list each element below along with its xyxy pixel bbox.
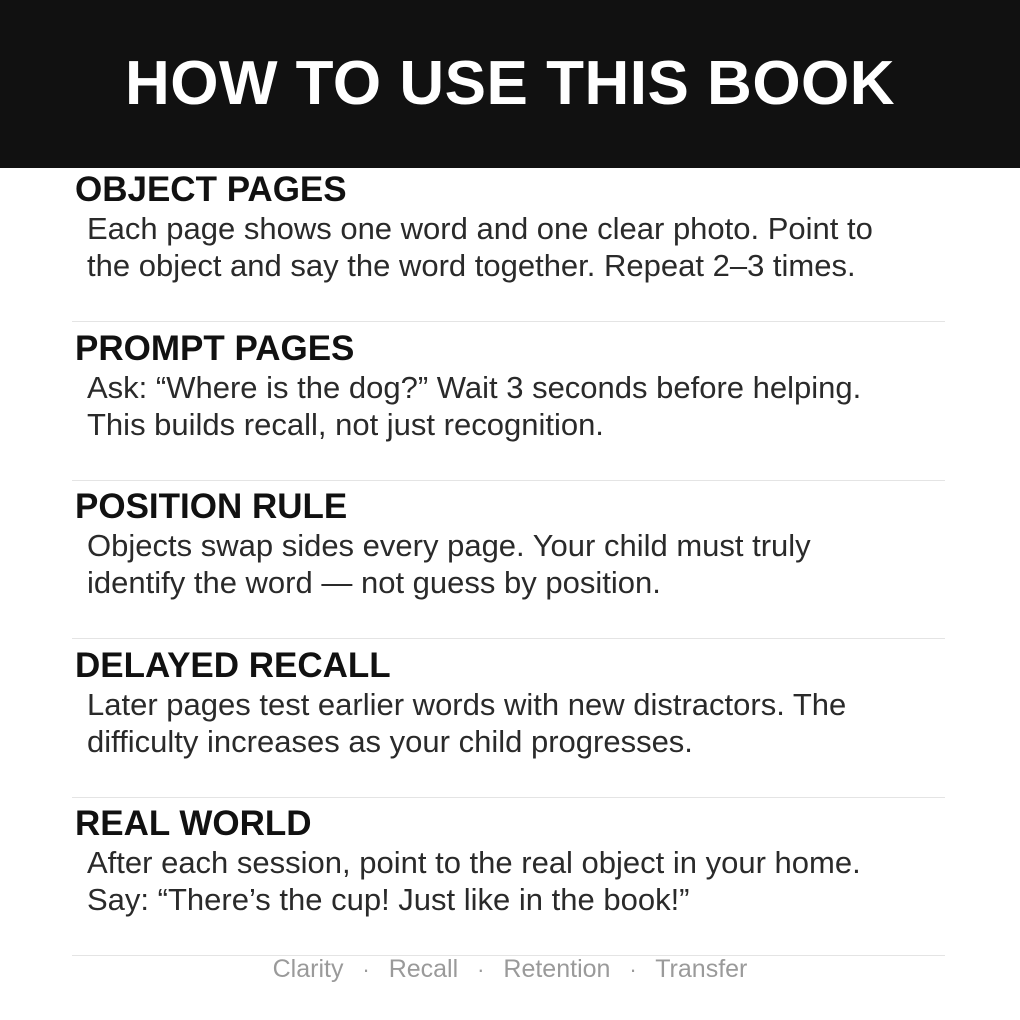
section-text-line: identify the word — not guess by position. bbox=[87, 565, 661, 600]
section-heading: PROMPT PAGES bbox=[75, 329, 355, 368]
title-banner bbox=[0, 0, 1020, 168]
section-divider bbox=[72, 797, 945, 798]
section-text bbox=[87, 527, 945, 601]
section-position-rule bbox=[75, 489, 945, 601]
section-heading: REAL WORLD bbox=[75, 804, 312, 843]
section-heading: OBJECT PAGES bbox=[75, 170, 347, 209]
footer-separator: · bbox=[362, 957, 370, 982]
footer-item: Clarity bbox=[272, 955, 344, 983]
section-text-line: difficulty increases as your child progresses. bbox=[87, 724, 693, 759]
section-heading: DELAYED RECALL bbox=[75, 646, 391, 685]
section-text-line: Later pages test earlier words with new distractors. The bbox=[87, 687, 847, 722]
section-text-line: After each session, point to the real object in your home. bbox=[87, 845, 861, 880]
footer-item: Transfer bbox=[655, 955, 748, 983]
section-heading: POSITION RULE bbox=[75, 487, 348, 526]
page-title: HOW TO USE THIS BOOK bbox=[124, 49, 896, 118]
section-text bbox=[87, 369, 945, 443]
section-text bbox=[87, 686, 945, 760]
footer-separator: · bbox=[477, 957, 485, 982]
section-divider bbox=[72, 638, 945, 639]
section-divider bbox=[72, 321, 945, 322]
footer-tagline bbox=[0, 955, 1020, 984]
section-text-line: This builds recall, not just recognition. bbox=[87, 407, 604, 442]
footer-separator: · bbox=[629, 957, 637, 982]
section-text bbox=[87, 844, 945, 918]
footer-item: Retention bbox=[503, 955, 611, 983]
section-text bbox=[87, 210, 945, 284]
section-text-line: Objects swap sides every page. Your child must truly bbox=[87, 528, 811, 563]
section-text-line: Say: “There’s the cup! Just like in the book!” bbox=[87, 882, 690, 917]
section-divider bbox=[72, 480, 945, 481]
section-real-world bbox=[75, 806, 945, 918]
section-prompt-pages bbox=[75, 331, 945, 443]
section-object-pages bbox=[75, 172, 945, 284]
section-text-line: Each page shows one word and one clear photo. Point to bbox=[87, 211, 873, 246]
section-delayed-recall bbox=[75, 648, 945, 760]
footer-item: Recall bbox=[388, 955, 459, 983]
section-text-line: Ask: “Where is the dog?” Wait 3 seconds before helping. bbox=[87, 370, 862, 405]
section-text-line: the object and say the word together. Repeat 2–3 times. bbox=[87, 248, 856, 283]
